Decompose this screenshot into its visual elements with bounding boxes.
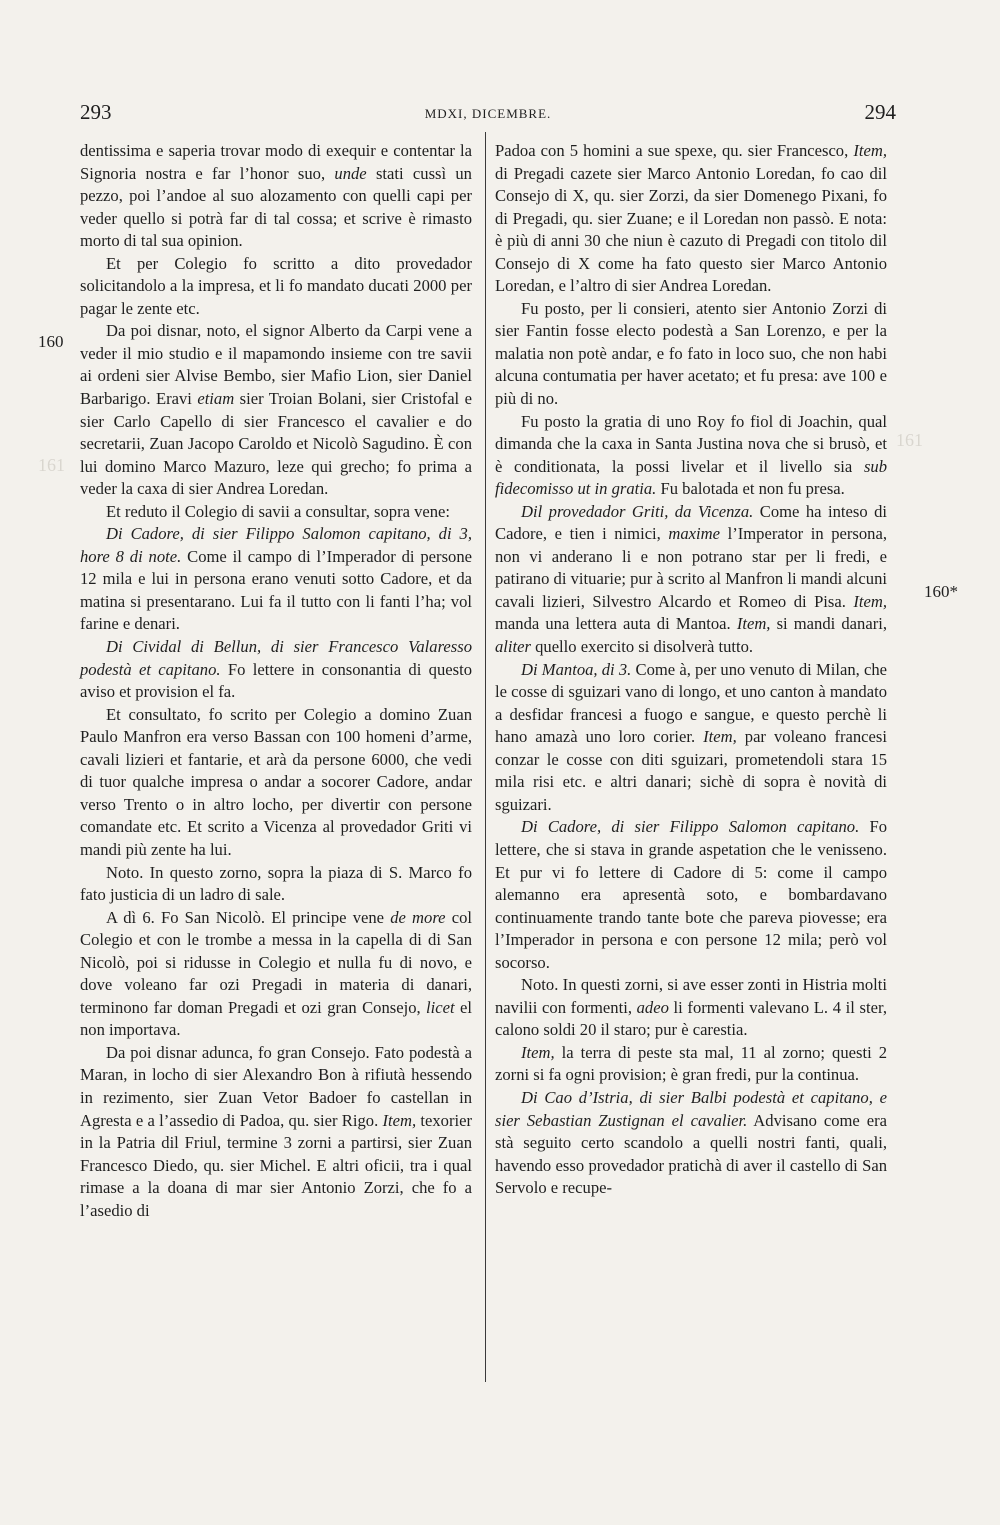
paragraph: Di Mantoa, di 3. Come à, per uno venuto di Milan, che le cosse di sguizari vano di longo, et uno canton à mandato a desfidar francesi a fuogo e sangue, e questo perchè li hano amazà uno loro corier. Item, par voleano francesi conzar le cosse con diti sguizari, prometendoli stara 15 mila risi etc. e altri danari; sichè di sopra è novità di sguizari. [495,659,887,814]
left-page-number: 293 [80,100,112,124]
paragraph: Dil provedador Griti, da Vicenza. Come ha inteso di Cadore, e tien i nimici, maxime l’Imperator in persona, non vi anderano li e non potrano star per li fredi, e patirano di vituarie; pur à scrito al Manfron li mandi alcuni cavali lizieri, Silvestro Alcardo et Romeo di Pisa. Item, manda una lettera auta di Mantoa. Item, si mandi danari, aliter quello exercito si disolverà tutto. [495,501,887,657]
running-header [80,100,896,130]
running-title: MDXI, DICEMBRE. [424,106,552,121]
paragraph: Noto. In questo zorno, sopra la piaza di S. Marco fo fato justicia di un ladro di sale. [80,862,472,905]
paragraph: Di Cadore, di sier Filippo Salomon capitano, di 3, hore 8 di note. Come il campo di l’Imperador di persone 12 mila e lui in persona erano venuti sotto Cadore, et da matina si presentarano. Lui fa il tutto con li fanti l’ha; vol farine e denari. [80,524,472,634]
paragraph: A dì 6. Fo San Nicolò. El principe vene de more col Colegio et con le trombe a messa in la capella di di San Nicolò, poi si ridusse in Colegio et nulla fu di novo, e dove voleano far ozi Pregadi in materia di danari, terminono far doman Pregadi et ozi gran Consejo, licet el non importava. [80,907,472,1040]
paragraph: Fu posto la gratia di uno Roy fo fiol di Joachin, qual dimanda che la caxa in Santa Justina nova che si brusò, et è conditionata, la possi livelar et il livello sia sub fidecomisso ut in gratia. Fu balotada et non fu presa. [495,411,887,499]
paragraph: dentissima e saperia trovar modo di exequir e contentar la Signoria nostra e far l’honor suo, unde stati cussì un pezzo, poi l’andoe al suo alozamento con quelli capi per veder quello si potrà far di tal cossa; et scrive è rimasto morto di tal sua opinion. [80,141,472,251]
paragraph: Fu posto, per li consieri, atento sier Antonio Zorzi di sier Fantin fosse electo podestà a San Lorenzo, e per la malatia non potè andar, e fo fato in loco suo, che non habi alcuna contumatia per haver acetato; et fu presa: ave 100 e più di no. [495,298,887,409]
margin-number-right: 160* [924,582,958,601]
paragraph: Da poi disnar, noto, el signor Alberto da Carpi vene a veder il mio studio e il mapamondo insieme con tre savii ai ordeni sier Alvise Bembo, sier Mafio Lion, sier Daniel Barbarigo. Eravi etiam sier Troian Bolani, sier Cristofal e sier Carlo Capello di sier Francesco el cavalier e do secretarii, Zuan Jacopo Caroldo et Nicolò Sagudino. È con lui domino Marco Mazuro, leze qui grecho; fo prima a veder la caxa di sier Andrea Loredan. [80,321,472,499]
paragraph: Et consultato, fo scrito per Colegio a domino Zuan Paulo Manfron era verso Bassan con 100 homeni d’arme, cavali lizieri et fantarie, et arà da persone 6000, che vedi di tuor qualche impresa o andar a socorer Cadore, andar verso Trento o in altro locho, per divertir con persone comandate etc. Et scrito a Vicenza al provedador Griti vi mandi più zente ha lui. [80,704,472,859]
show-through-number-left: 161 [38,455,65,475]
margin-number-left: 160 [38,332,64,351]
paragraph: Noto. In questi zorni, si ave esser zonti in Histria molti navilii con formenti, adeo li formenti valevano L. 4 il ster, calono soldi 20 il staro; pur è carestia. [495,975,887,1040]
paragraph: Et per Colegio fo scritto a dito provedador solicitandolo a la impresa, et li fo mandato ducati 2000 per pagar le zente etc. [80,253,472,318]
paragraph: Di Cadore, di sier Filippo Salomon capitano. Fo lettere, che si stava in grande aspetation che le venisseno. Et pur vi fo lettere di Cadore di 5: come il campo alemanno era apresentà soto, e bombardavano continuamente trando tante bote che pareva piovesse; era l’Imperador in persona e con persone 12 mila; però vol socorso. [495,817,887,972]
paragraph: Item, la terra di peste sta mal, 11 al zorno; questi 2 zorni si fa ogni provision; è gran fredi, pur la continua. [495,1042,887,1085]
paragraph: Padoa con 5 homini a sue spexe, qu. sier Francesco, Item, di Pregadi cazete sier Marco Antonio Loredan, fo cao dil Consejo di X, qu. sier Zorzi, da sier Domenego Pixani, fo di Pregadi, qu. sier Zuane; e il Loredan non passò. E nota: è più di anni 30 che niun è cazuto di Pregadi con titolo dil Consejo di X come ha fato questo sier Marco Antonio Loredan, e l’altro di sier Andrea Loredan. [495,141,887,296]
paragraph: Di Cividal di Bellun, di sier Francesco Valaresso podestà et capitano. Fo lettere in consonantia di questo aviso et provision el fa. [80,637,472,702]
column-divider [485,132,486,1382]
left-column [80,140,472,1222]
paragraph: Et reduto il Colegio di savii a consultar, sopra vene: [106,501,451,521]
right-column [495,140,887,1200]
right-page-number: 294 [864,100,896,124]
show-through-number-right: 161 [896,430,923,450]
paragraph: Da poi disnar adunca, fo gran Consejo. Fato podestà a Maran, in locho di sier Alexandro Bon à rifiutà hessendo in rezimento, sier Zuan Vetor Badoer fo castellan in Agresta e a l’assedio di Padoa, qu. sier Rigo. Item, texorier in la Patria dil Friul, termine 3 zorni a partirsi, sier Zuan Francesco Diedo, qu. sier Michel. E altri oficii, tra i qual rimase a la doana di mar sier Antonio Zorzi, che fo a l’asedio di [80,1042,472,1220]
paragraph: Di Cao d’Istria, di sier Balbi podestà et capitano, e sier Sebastian Zustignan el cavalier. Advisano come era stà seguito certo scandolo a quelli nostri fanti, quali, havendo esso provedador pratichà di aver il castello di San Servolo e recupe- [495,1087,887,1198]
